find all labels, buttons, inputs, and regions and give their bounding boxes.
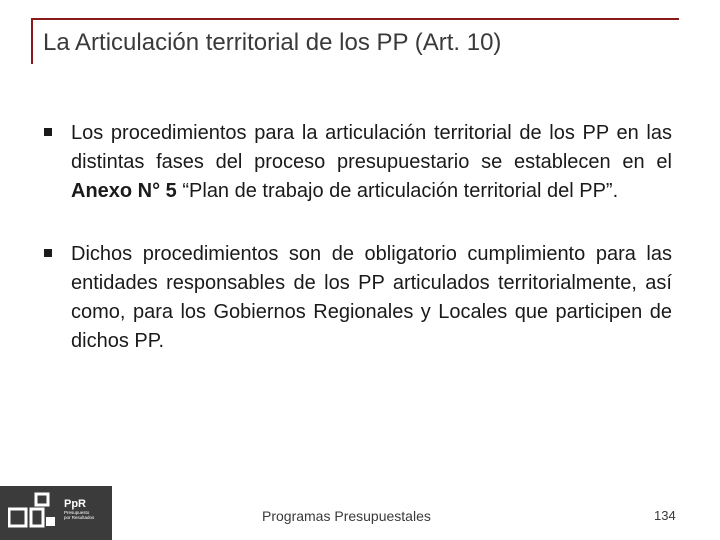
ppr-logo-sub-1: Presupuesto (64, 510, 90, 515)
footer-center-text: Programas Presupuestales (262, 508, 431, 524)
bullet-text-1-part-a: Los procedimientos para la articulación territorial de los PP en las distintas fases del proceso presupuestario se establecen en el (71, 122, 672, 173)
bullet-square-icon (44, 128, 52, 136)
ppr-logo-title: PpR (64, 498, 86, 510)
title-top-rule (31, 18, 679, 20)
bullet-text-2: Dichos procedimientos son de obligatorio cumplimiento para las entidades responsables de los PP articulados territorialmente, así como, para los Gobiernos Regionales y Locales que participen de dichos PP. (71, 243, 672, 352)
page-number: 134 (654, 508, 676, 523)
ppr-logo-mark-icon (8, 492, 58, 536)
bullet-square-icon (44, 249, 52, 257)
bullet-text-1 (71, 119, 672, 206)
bullet-item (44, 240, 672, 356)
bullet-item (44, 119, 672, 206)
ppr-logo (0, 486, 112, 540)
title-left-rule (31, 18, 33, 64)
bullet-text-1-bold: Anexo N° 5 (71, 180, 177, 202)
ppr-logo-text (64, 498, 94, 520)
bullet-text-1-part-b: “Plan de trabajo de articulación territorial del PP”. (176, 180, 619, 202)
slide-title: La Articulación territorial de los PP (Art. 10) (43, 29, 502, 56)
ppr-logo-sub-2: por Resultados (64, 515, 95, 520)
footer (0, 486, 720, 540)
bullet-list (44, 119, 672, 390)
